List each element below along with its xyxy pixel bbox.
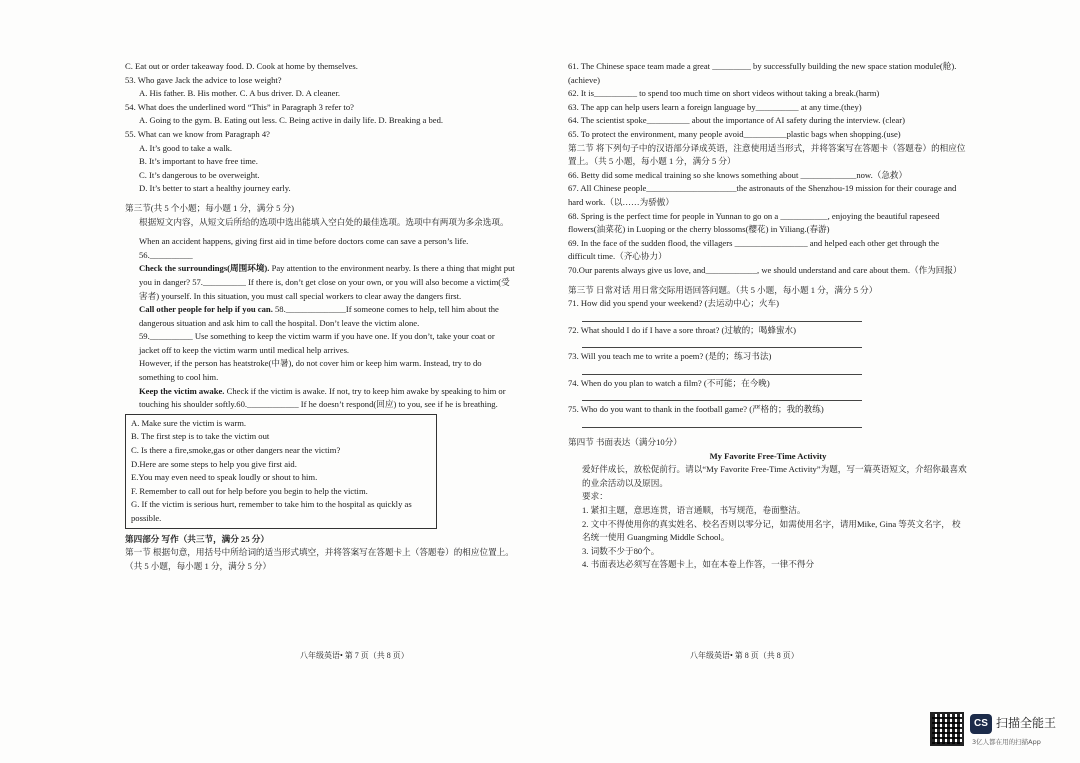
section-instruction: 根据短文内容，从短文后所给的选项中选出能填入空白处的最佳选项。选项中有两项为多余选项。 [139,216,509,227]
page-footer-right: 八年级英语• 第 8 页（共 8 页） [690,651,799,660]
reading-line: A. Going to the gym. B. Eating out less. C. Being active in daily life. D. Breaking a bed. [139,115,444,126]
passage-paragraph: However, if the person has heatstroke(中暑), do not cover him or keep him warm. Instead, try to do something to cool him. [139,358,482,383]
section-heading: 第四节 书面表达（满分10分） [568,437,682,448]
part-instruction: 第一节 根据句意，用括号中所给词的适当形式填空，并将答案写在答题卡上（答题卷）的相应位置上。（共 5 小题，每小题 1 分，满分 5 分） [125,547,514,571]
reading-line: 55. What can we know from Paragraph 4? [125,128,270,139]
fill-item: 61. The Chinese space team made a great _________ by successfully building the new space station module(舱). (achieve) [568,61,957,85]
fill-item: 64. The scientist spoke__________ about the importance of AI safety during the interview. (clear) [568,115,905,126]
section-instruction: 第二节 将下列句子中的汉语部分译成英语，注意使用适当形式，并将答案写在答题卡（答题卷）的相应位置上。（共 5 小题，每小题 1 分，满分 5 分） [568,142,966,167]
answer-line [582,311,862,322]
passage-paragraph [125,262,515,303]
reading-line: 54. What does the underlined word “This” in Paragraph 3 refer to? [125,101,354,112]
section-instruction: 第三节 日常对话 用日常交际用语回答问题。（共 5 小题，每小题 1 分，满分 5 分） [568,284,878,295]
paragraph-text: Pay attention to the environment nearby. Is there a thing that might put you in danger? 57.__________ If there is, don’t get close on your own, or you will also become a victim(受害者) yourself. In this situation, you must call special workers to clear away the dangers first. [139,263,515,301]
requirement-item: 3. 词数不少于80个。 [582,545,660,556]
reading-line: C. It’s dangerous to be overweight. [139,169,260,180]
dialogue-question: 72. What should I do if I have a sore throat? (过敏的；喝蜂蜜水) [568,324,797,335]
reading-line: 53. Who gave Jack the advice to lose weight? [125,74,282,85]
essay-prompt: 爱好伴成长，放松促前行。请以“My Favorite Free-Time Activity”为题，写一篇英语短文，介绍你最喜欢的业余活动以及原因。 [582,464,967,488]
dialogue-question: 74. When do you plan to watch a film? (不可能；在今晚) [568,377,770,388]
option-item: A. Make sure the victim is warm. [131,417,247,428]
option-item: D.Here are some steps to help you give first aid. [131,458,297,469]
answer-line [582,417,862,428]
section-heading: 第三节(共 5 个小题；每小题 1 分，满分 5 分) [125,202,295,213]
requirements-label: 要求： [582,491,608,502]
translation-item: 69. In the face of the sudden flood, the villagers _________________ and helped each other get through the difficult time.（齐心协力） [568,237,940,262]
essay-title: My Favorite Free-Time Activity [709,450,827,461]
option-item: C. Is there a fire,smoke,gas or other dangers near the victim? [131,445,341,456]
part-heading: 第四部分 写作（共三节，满分 25 分） [125,533,269,544]
translation-item: 67. All Chinese people_____________________the astronauts of the Shenzhou-19 mission for their courage and hard work.（以……为骄傲） [568,183,957,207]
dialogue-question: 73. Will you teach me to write a poem? (是的；练习书法) [568,351,772,362]
passage-paragraph [125,385,515,412]
requirement-item: 2. 文中不得使用你的真实姓名、校名否则以零分记，如需使用名字，请用Mike, Gina 等英文名字， 校名统一使用 Guangming Middle School。 [582,518,961,543]
paragraph-text: 58.______________If someone comes to help, tell him about the dangerous situation and ask him to call the hospital. Don’t leave the victim alone. [139,304,499,328]
answer-line [582,364,862,375]
dialogue-question: 75. Who do you want to thank in the football game? (严格的；我的教练) [568,404,824,415]
requirement-item: 1. 紧扣主题，意思连贯，语言通顺，书写规范，卷面整洁。 [582,505,806,516]
paragraph-bold-lead: Call other people for help if you can. [139,304,273,315]
watermark-brand: 扫描全能王 [996,716,1057,730]
watermark-tagline: 3亿人都在用的扫描App [972,738,1041,746]
option-item: B. The first step is to take the victim out [131,431,270,442]
fill-item: 62. It is__________ to spend too much time on short videos without taking a break.(harm) [568,88,880,99]
option-item: G. If the victim is serious hurt, remember to take him to the hospital as quickly as possible. [131,499,412,523]
left-page [125,60,515,573]
page-footer-left: 八年级英语• 第 7 页（共 8 页） [300,651,409,660]
reading-line: C. Eat out or order takeaway food. D. Cook at home by themselves. [125,61,358,71]
fill-item: 65. To protect the environment, many people avoid__________plastic bags when shopping.(use) [568,128,901,139]
translation-item: 70.Our parents always give us love, and____________, we should understand and care about them.（作为回报） [568,264,962,275]
reading-line: B. It’s important to have free time. [139,156,258,167]
scanner-watermark [930,712,1070,752]
reading-line: A. His father. B. His mother. C. A bus driver. D. A cleaner. [139,88,340,99]
fill-item: 63. The app can help users learn a foreign language by__________ at any time.(they) [568,101,862,112]
passage-paragraph: 59.__________ Use something to keep the victim warm if you have one. If you don’t, take your coat or jacket off to keep the victim warm until medical help arrives. [139,331,495,355]
translation-item: 68. Spring is the perfect time for people in Yunnan to go on a ___________, enjoying the beautiful rapeseed flowers(油菜花) in Luoping or the cherry blossoms(樱花) in Yiliang.(春游) [568,210,940,235]
translation-item: 66. Betty did some medical training so she knows something about _____________now.（急救） [568,169,908,180]
right-page [568,60,968,572]
option-item: E.You may even need to speak loudly or shout to him. [131,472,318,483]
camscanner-logo-icon: CS [970,714,992,734]
reading-line: D. It’s better to start a healthy journey early. [139,183,291,194]
answer-line [582,337,862,348]
dialogue-question: 71. How did you spend your weekend? (去运动中心；火车) [568,298,779,309]
paragraph-text: Check if the victim is awake. If not, try to keep him awake by speaking to him or touching his shoulder softly.60.____________ If he doesn’t respond(回应) to you, see if he is breathing. [139,385,506,410]
paragraph-bold-lead: Keep the victim awake. [139,385,225,396]
paragraph-bold-lead: Check the surroundings(周围环境). [139,263,270,274]
answer-line [582,390,862,401]
passage-paragraph [125,303,515,330]
requirement-item: 4. 书面表达必须写在答题卡上，如在本卷上作答，一律不得分 [582,559,815,570]
qr-code-icon [930,712,964,746]
options-box [125,414,437,529]
reading-line: A. It’s good to take a walk. [139,142,233,153]
option-item: F. Remember to call out for help before you begin to help the victim. [131,485,368,496]
passage-paragraph: When an accident happens, giving first aid in time before doctors come can save a person’s life. 56.__________ [139,236,469,260]
